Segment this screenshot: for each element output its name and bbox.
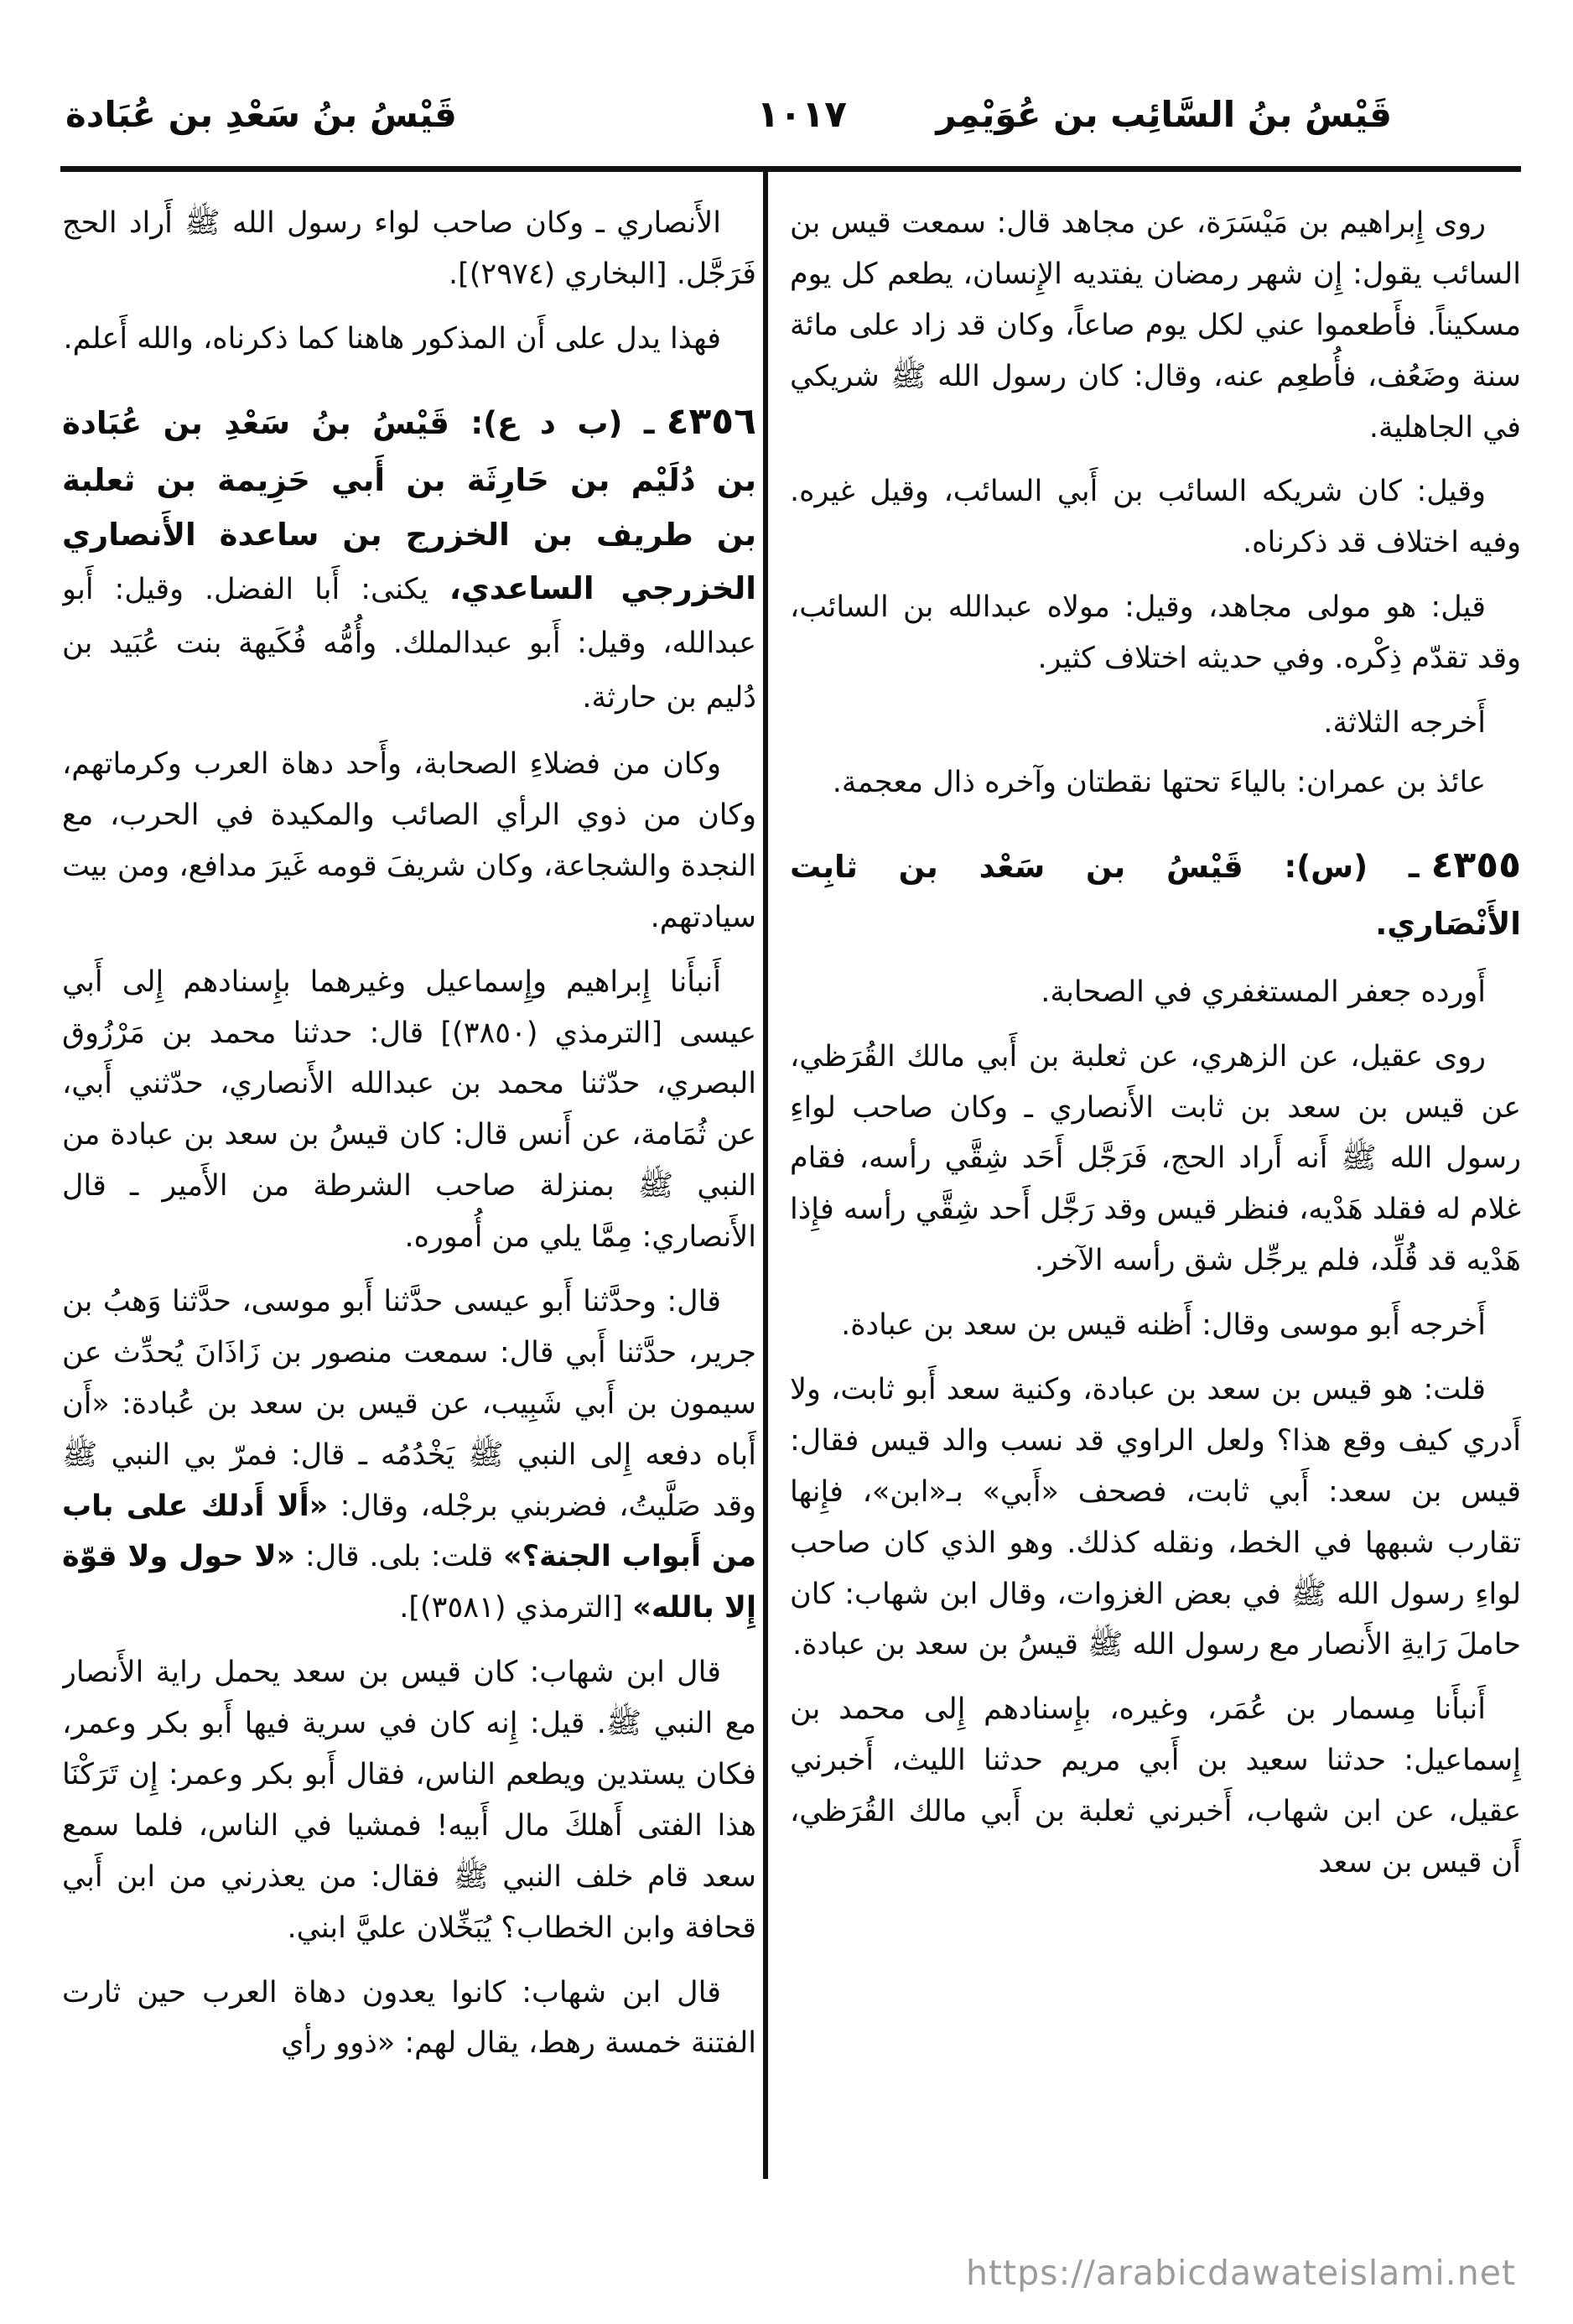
paragraph: أَخرجه أَبو موسى وقال: أَظنه قيس بن سعد بن عبادة. [841, 1308, 1486, 1343]
paragraph: وكان من فضلاءِ الصحابة، وأَحد دهاة العرب وكرماتهم، وكان من ذوي الرأي الصائب والمكيدة في الحرب، مع النجدة والشجاعة، وكان شريفَ قومه غَيرَ مدافع، ومن بيت سيادتهم. [62, 747, 756, 934]
right-column [790, 198, 1521, 2219]
paragraph: روى عقيل، عن الزهري، عن ثعلبة بن أَبي مالك القُرَظي، عن قيس بن سعد بن ثابت الأَنصاري ـ وكان صاحب لواءِ رسول الله ﷺ أَنه أَراد الحج، فَرَجَّل أَحَد شِقَّي رأسه، فقام غلام له فقلد هَدْيه، فنظر قيس وقد رَجَّل أَحد شِقَّي رأسه فإِذا هَدْيه قد قُلِّد، فلم يرجِّل شق رأسه الآخر. [790, 1039, 1521, 1278]
hadith-quote: «أَلا أَدلك على باب من أَبواب الجنة؟» [62, 1489, 756, 1574]
paragraph: أَنبأَنا مِسمار بن عُمَر، وغيره، بإِسنادهم إِلى محمد بن إِسماعيل: حدثنا سعيد بن أَبي مريم حدثنا الليث، أَخبرني عقيل، عن ابن شهاب، أَخبرني ثعلبة بن أَبي مالك القُرَظي، أَن قيس بن سعد [790, 1692, 1521, 1879]
page-number: ١٠١٧ [756, 92, 847, 136]
entry-title-tail: يكنى: أَبا الفضل. وقيل: أَبو عبدالله، وقيل: أَبو عبدالملك. وأُمُّه فُكَيهة بنت عُبَيد بن دُليم بن حارثة. [62, 572, 756, 715]
text-segment: قال: وحدَّثنا أَبو عيسى حدَّثنا أَبو موسى، حدَّثنا وَهبُ بن جرير، حدَّثنا أَبي قال: سمعت منصور بن زَاذَانَ يُحدِّث عن سيمون بن أَبي شَبِيب، عن قيس بن سعد بن عُبادة: «أَن أَباه دفعه إِلى النبي ﷺ يَخْدُمُه ـ قال: فمرّ بي النبي ﷺ وقد صَلَّيتُ، فضربني برجْله، وقال: [62, 1285, 756, 1523]
entry-heading [790, 834, 1521, 952]
paragraph: وقيل: كان شريكه السائب بن أَبي السائب، وقيل غيره. وفيه اختلاف قد ذكرناه. [790, 475, 1521, 560]
running-head-right-title: قَيْسُ بنُ السَّائِب بن عُوَيْمِر [936, 93, 1392, 135]
watermark-url: https://arabicdawateislami.net [965, 2253, 1516, 2293]
paragraph: قال ابن شهاب: كانوا يعدون دهاة العرب حين ثارت الفتنة خمسة رهط، يقال لهم: «ذوو رأي [62, 1975, 756, 2061]
left-column [62, 198, 756, 2236]
paragraph: الأَنصاري ـ وكان صاحب لواء رسول الله ﷺ أَراد الحج فَرَجَّل. [البخاري (٢٩٧٤)]. [62, 206, 756, 291]
header-rule [60, 166, 1521, 172]
paragraph: أَنبأَنا إِبراهيم وإِسماعيل وغيرهما بإِسنادهم إِلى أَبي عيسى [الترمذي (٣٨٥٠)] قال: حدثنا محمد بن مَرْزُوق البصري، حدّثنا محمد بن عبدالله الأَنصاري، حدّثني أَبي، عن ثُمَامة، عن أَنس قال: كان قيسُ بن سعد بن عبادة من النبي ﷺ بمنزلة صاحب الشرطة من الأَمير ـ قال الأَنصاري: مِمَّا يلي من أُموره. [62, 964, 756, 1255]
entry-title: ـ (ب د ع): قَيْسُ بنُ سَعْدِ بن عُبَادة بن دُلَيْم بن حَارِثَة بن أَبي حَزِيمة بن ثعلبة بن طريف بن الخزرج بن ساعدة الأَنصاري الخزرجي الساعدي، [62, 404, 756, 606]
entry-heading [62, 390, 756, 724]
running-head [0, 81, 1573, 148]
paragraph: أَورده جعفر المستغفري في الصحابة. [1041, 975, 1486, 1009]
entry-number: ٤٣٥٥ [1430, 843, 1521, 886]
paragraph: أَخرجه الثلاثة. [1323, 706, 1486, 741]
paragraph: قيل: هو مولى مجاهد، وقيل: مولاه عبدالله بن السائب، وقد تقدّم ذِكْره. وفي حديثه اختلاف كثير. [790, 590, 1521, 676]
paragraph: قلت: هو قيس بن سعد بن عبادة، وكنية سعد أَبو ثابت، ولا أَدري كيف وقع هذا؟ ولعل الراوي قد نسب والد قيس فقال: قيس بن سعد: أَبي ثابت، فصحف «أَبي» بـ«ابن»، فإِنها تقارب شبهها في الخط، ونقله كذلك. وهو الذي كان صاحب لواءِ رسول الله ﷺ في بعض الغزوات، وقال ابن شهاب: كان حاملَ رَايةِ الأَنصار مع رسول الله ﷺ قيسُ بن سعد بن عبادة. [790, 1372, 1521, 1662]
hadith-quote: «لا حول ولا قوّة إِلا بالله» [62, 1540, 756, 1625]
column-divider [763, 170, 768, 2179]
entry-number: ٤٣٥٦ [666, 399, 756, 443]
text-segment: قلت: بلى. قال: [295, 1540, 504, 1574]
paragraph: عائذ بن عمران: بالياءَ تحتها نقطتان وآخره ذال معجمة. [832, 765, 1486, 799]
running-head-left-title: قَيْسُ بنُ سَعْدِ بن عُبَادة [65, 93, 457, 135]
paragraph: روى إِبراهيم بن مَيْسَرَة، عن مجاهد قال: سمعت قيس بن السائب يقول: إِن شهر رمضان يفتديه الإِنسان، يطعم كل يوم مسكيناً. فأَطعموا عني لكل يوم صاعاً، وكان قد زاد على مائة سنة وضَعُف، فأُطعِم عنه، وقال: كان رسول الله ﷺ شريكي في الجاهلية. [790, 206, 1521, 445]
paragraph: فهذا يدل على أَن المذكور هاهنا كما ذكرناه، والله أَعلم. [63, 321, 721, 356]
paragraph: قال ابن شهاب: كان قيس بن سعد يحمل راية الأَنصار مع النبي ﷺ. قيل: إِنه كان في سرية فيها أَبو بكر وعمر، فكان يستدين ويطعم الناس، فقال أَبو بكر وعمر: إِن تَرَكْنَا هذا الفتى أَهلكَ مال أَبيه! فمشيا في الناس، فلما سمع سعد قام خلف النبي ﷺ فقال: من يعذرني من ابن أَبي قحافة وابن الخطاب؟ يُبَخِّلان عليَّ ابني. [62, 1656, 756, 1945]
text-segment: [الترمذي (٣٥٨١)]. [399, 1591, 633, 1625]
entry-title: ـ (س): قَيْسُ بن سَعْد بن ثابِت الأَنْصَاري. [790, 848, 1521, 943]
paragraph [62, 1276, 756, 1634]
